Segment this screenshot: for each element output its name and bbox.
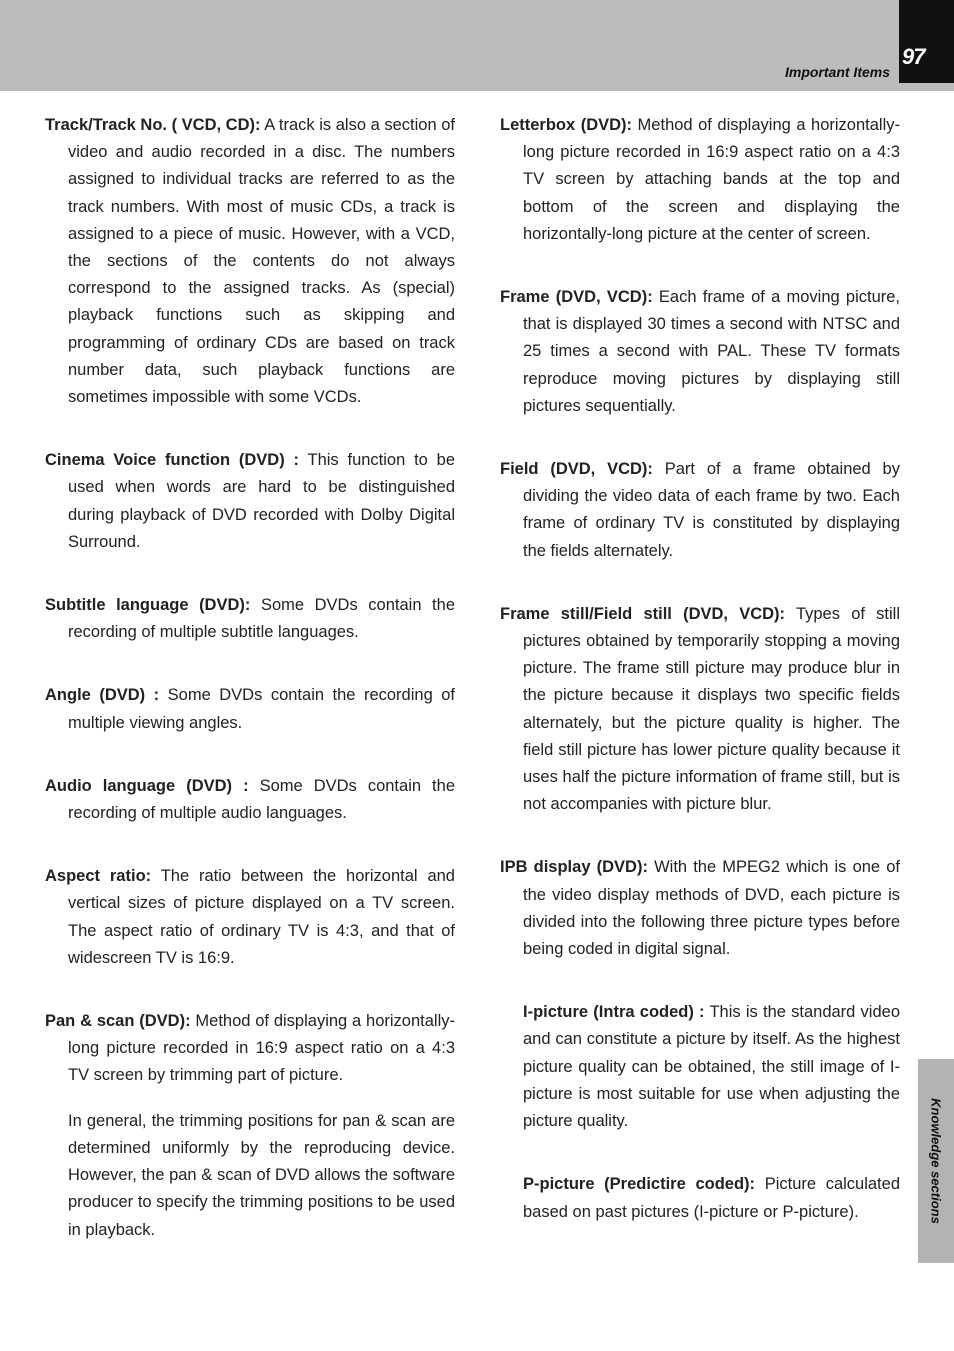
glossary-term: Frame (DVD, VCD): <box>500 288 653 307</box>
glossary-definition: Method of displaying a horizontally-long picture recorded in 16:9 aspect ratio on a 4:3 TV screen by attaching bands at the top and bottom of the screen and displaying the horizontally-long picture at the center of screen. <box>523 116 900 243</box>
glossary-definition: A track is also a section of video and audio recorded in a disc. The numbers assigned to individual tracks are referred to as the track numbers. With most of music CDs, a track is assigned to a piece of music. However, with a VCD, the sections of the contents do not always correspond to the assigned tracks. As (special) playback functions such as skipping and programming of ordinary CDs are based on track number data, such playback functions are sometimes impossible with some VCDs. <box>68 116 455 407</box>
glossary-definition: Part of a frame obtained by dividing the video data of each frame by two. Each frame of ordinary TV is constituted by displaying the fields alternately. <box>523 460 900 560</box>
glossary-entry-frame-still <box>500 601 900 819</box>
page-number: 97 <box>902 44 925 69</box>
page-number-box <box>899 0 954 83</box>
glossary-definition: Method of displaying a horizontally-long picture recorded in 16:9 aspect ratio on a 4:3 TV screen by trimming part of picture. <box>68 1012 455 1085</box>
glossary-definition: The ratio between the horizontal and vertical sizes of picture displayed on a TV screen. The aspect ratio of ordinary TV is 4:3, and that of widescreen TV is 16:9. <box>68 867 455 967</box>
glossary-entry-cinema-voice <box>45 447 455 556</box>
glossary-term: Cinema Voice function (DVD) : <box>45 451 299 470</box>
side-tab[interactable] <box>918 1059 954 1263</box>
glossary-definition: Types of still pictures obtained by temporarily stopping a moving picture. The frame still picture may produce blur in the picture because it displays two specific fields alternately, but the picture quality is higher. The field still picture has lower picture quality because it uses half the picture information of frame still, but is not accompanies with picture blur. <box>523 604 900 814</box>
glossary-subentry-i-picture <box>500 999 900 1135</box>
glossary-definition: Some DVDs contain the recording of multiple viewing angles. <box>68 686 456 732</box>
glossary-term: Field (DVD, VCD): <box>500 460 653 479</box>
glossary-term: Audio language (DVD) : <box>45 776 249 795</box>
pan-scan-detail-paragraph: In general, the trimming positions for pan & scan are determined uniformly by the reproducing device. However, the pan & scan of DVD allows the software producer to specify the trimming positions to be used in playback. <box>68 1111 455 1239</box>
glossary-entry-track <box>45 112 455 411</box>
glossary-definition: Each frame of a moving picture, that is displayed 30 times a second with NTSC and 25 times a second with PAL. These TV formats reproduce moving pictures by displaying still pictures sequentially. <box>523 288 901 415</box>
glossary-entry-frame <box>500 284 900 420</box>
glossary-term: I-picture (Intra coded) : <box>523 1003 705 1022</box>
glossary-term: Subtitle language (DVD): <box>45 596 251 615</box>
glossary-entry-field <box>500 456 900 565</box>
left-column <box>45 112 455 1280</box>
glossary-definition: With the MPEG2 which is one of the video display methods of DVD, each picture is divided into the following three picture types before being coded in digital signal. <box>523 858 900 959</box>
right-column <box>500 112 900 1262</box>
glossary-term: Pan & scan (DVD): <box>45 1012 191 1031</box>
glossary-term: Letterbox (DVD): <box>500 116 633 134</box>
glossary-term: Frame still/Field still (DVD, VCD): <box>500 604 786 623</box>
glossary-subentry-p-picture <box>500 1171 900 1225</box>
side-tab-label: Knowledge sections <box>928 1098 944 1224</box>
glossary-definition: Some DVDs contain the recording of multiple subtitle languages. <box>68 596 455 642</box>
glossary-entry-letterbox <box>500 112 900 248</box>
glossary-definition: This is the standard video and can constitute a picture by itself. As the highest picture quality can be obtained, the still image of I-picture is most suitable for use when adjusting the picture quality. <box>523 1003 901 1131</box>
glossary-term: IPB display (DVD): <box>500 858 648 877</box>
glossary-entry-pan-scan <box>45 1008 455 1090</box>
glossary-entry-angle <box>45 682 455 736</box>
glossary-term: P-picture (Predictire coded): <box>523 1175 756 1194</box>
glossary-definition: This function to be used when words are hard to be distinguished during playback of DVD recorded with Dolby Digital Surround. <box>68 451 455 551</box>
glossary-term: Aspect ratio: <box>45 867 152 886</box>
glossary-entry-aspect-ratio <box>45 863 455 972</box>
glossary-entry-audio-language <box>45 773 455 827</box>
glossary-entry-subtitle-language <box>45 592 455 646</box>
glossary-term: Track/Track No. ( VCD, CD): <box>45 116 261 134</box>
glossary-term: Angle (DVD) : <box>45 686 160 705</box>
glossary-definition: Picture calculated based on past pictures (I-picture or P-picture). <box>523 1175 900 1221</box>
section-title: Important Items <box>784 64 890 80</box>
glossary-definition: Some DVDs contain the recording of multiple audio languages. <box>68 776 455 823</box>
glossary-entry-ipb-display <box>500 854 900 963</box>
